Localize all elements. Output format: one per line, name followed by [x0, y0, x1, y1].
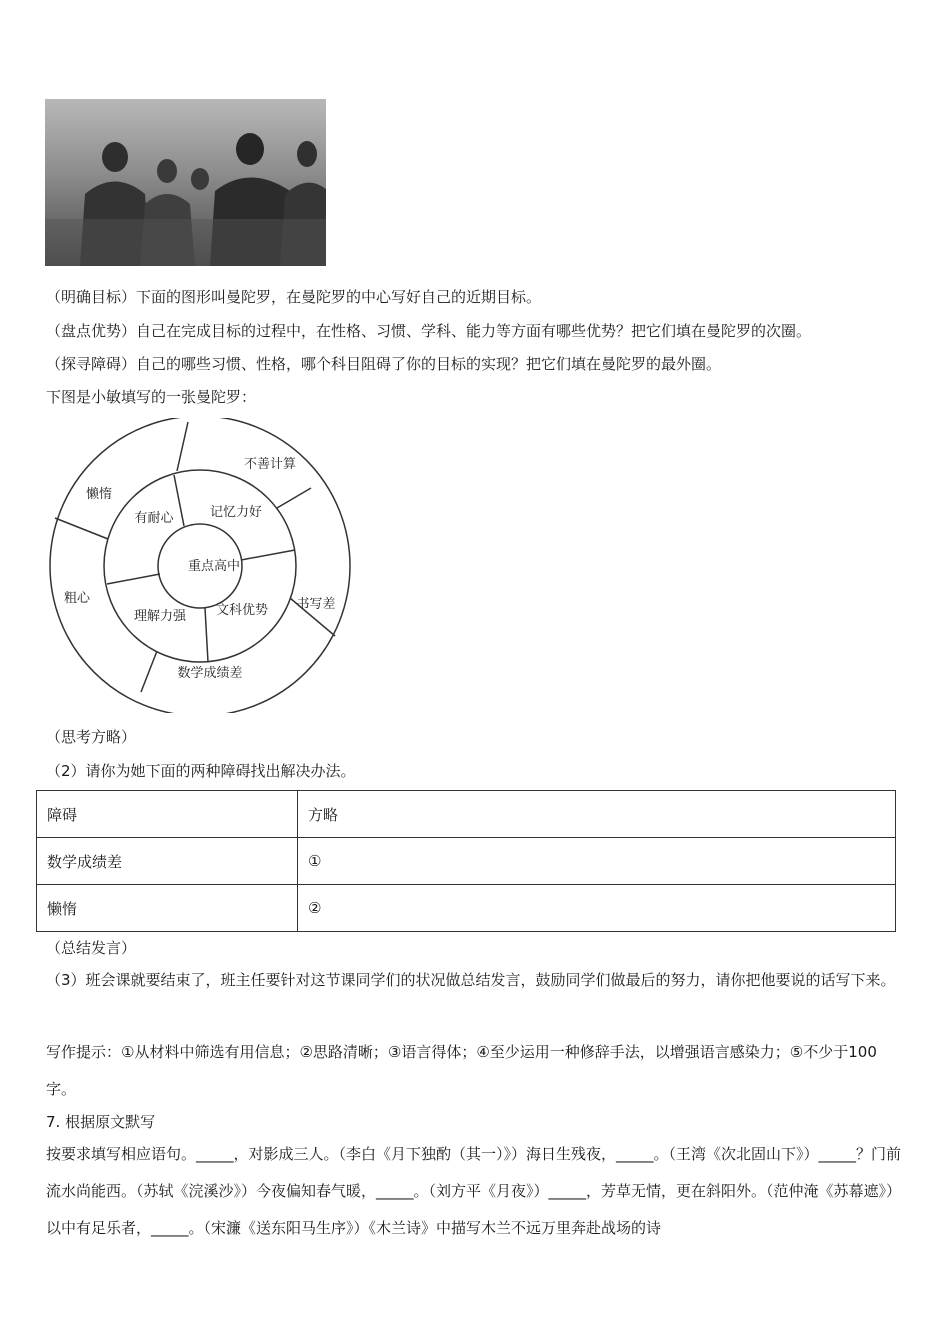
question-7-title: 7. 根据原文默写	[46, 1113, 156, 1131]
mandala-middle-2: 记忆力好	[209, 505, 263, 520]
mandala-diagram	[40, 418, 360, 713]
obstacle-instruction: （探寻障碍）自己的哪些习惯、性格，哪个科目阻碍了你的目标的实现？把它们填在曼陀罗的最外圈。	[46, 355, 722, 373]
table-cell: ②	[298, 885, 896, 932]
question-2: （2）请你为她下面的两种障碍找出解决办法。	[46, 762, 356, 780]
table-row	[37, 838, 896, 885]
table-header-cell: 障碍	[37, 791, 298, 838]
strategy-heading: （思考方略）	[46, 728, 137, 746]
mandala-outer-3: 书写差	[296, 597, 336, 612]
writing-hint: 写作提示：①从材料中筛选有用信息；②思路清晰；③语言得体；④至少运用一种修辞手法，以增强语言感染力；⑤不少于100字。	[46, 1043, 877, 1098]
mandala-middle-3: 理解力强	[133, 609, 187, 624]
strategy-table	[36, 790, 896, 932]
table-header-row	[37, 791, 896, 838]
question-3: （3）班会课就要结束了，班主任要针对这节课同学们的状况做总结发言，鼓励同学们做最后的努力，请你把他要说的话写下来。	[46, 971, 896, 989]
mandala-outer-5: 粗心	[63, 591, 91, 606]
goal-instruction: （明确目标）下面的图形叫曼陀罗，在曼陀罗的中心写好自己的近期目标。	[46, 288, 542, 306]
mandala-middle-4: 文科优势	[215, 603, 269, 618]
question-7-body: 按要求填写相应语句。_____，对影成三人。（李白《月下独酌（其一）》）海日生残夜，_____。（王湾《次北固山下》）_____？门前流水尚能西。（苏轼《浣溪沙》）今夜偏知春气暖，_____。（刘方平《月夜》）_____，芳草无情，更在斜阳外。（范仲淹《苏幕遮》）以中有足乐者，_____。（宋濂《送东阳马生序》）《木兰诗》中描写木兰不远万里奔赴战场的诗	[46, 1145, 902, 1237]
strength-instruction: （盘点优势）自己在完成目标的过程中，在性格、习惯、学科、能力等方面有哪些优势？把它们填在曼陀罗的次圈。	[46, 322, 812, 340]
classroom-photo-graphic	[45, 99, 326, 266]
mandala-middle-1: 有耐心	[134, 511, 174, 526]
table-row	[37, 885, 896, 932]
classroom-photo	[45, 99, 326, 266]
table-cell: 懒惰	[37, 885, 298, 932]
mandala-outer-4: 数学成绩差	[177, 666, 243, 681]
table-cell: 数学成绩差	[37, 838, 298, 885]
mandala-outer-1: 懒惰	[85, 487, 113, 502]
table-header-cell: 方略	[298, 791, 896, 838]
mandala-outer-2: 不善计算	[243, 457, 297, 472]
mandala-intro: 下图是小敏填写的一张曼陀罗：	[46, 388, 257, 406]
table-cell: ①	[298, 838, 896, 885]
summary-heading: （总结发言）	[46, 939, 137, 957]
mandala-center-text: 重点高中	[187, 559, 241, 574]
